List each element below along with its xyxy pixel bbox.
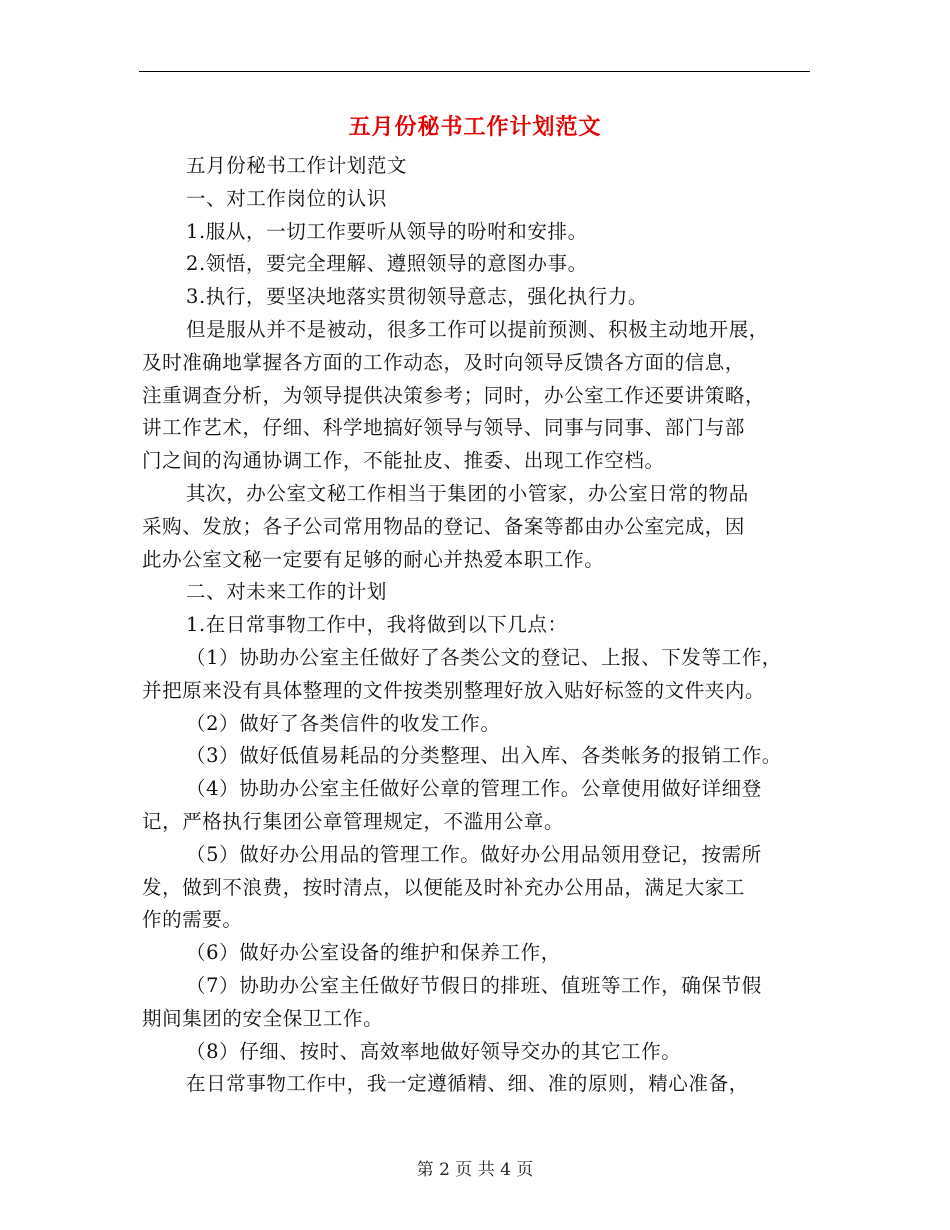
paragraph-line: （2）做好了各类信件的收发工作。 [186,711,501,735]
paragraph-line: 注重调查分析，为领导提供决策参考；同时，办公室工作还要讲策略， [142,383,766,407]
paragraph-line: 此办公室文秘一定要有足够的耐心并热爱本职工作。 [142,547,605,571]
page-footer: 第 2 页 共 4 页 [416,1160,534,1180]
paragraph-line: 采购、发放；各子公司常用物品的登记、备案等都由办公室完成，因 [142,514,746,538]
paragraph-line: 一、对工作岗位的认识 [186,186,388,210]
paragraph-line: （4）协助办公室主任做好公章的管理工作。公章使用做好详细登 [186,777,762,801]
paragraph-line: 但是服从并不是被动，很多工作可以提前预测、积极主动地开展， [186,317,769,341]
paragraph-line: 并把原来没有具体整理的文件按类别整理好放入贴好标签的文件夹内。 [142,678,766,702]
paragraph-line: （5）做好办公用品的管理工作。做好办公用品领用登记，按需所 [186,842,762,866]
paragraph-line: 其次，办公室文秘工作相当于集团的小管家，办公室日常的物品 [186,481,749,505]
paragraph-line: （1）协助办公室主任做好了各类公文的登记、上报、下发等工作， [186,645,782,669]
paragraph-line: 3.执行，要坚决地落实贯彻领导意志，强化执行力。 [186,285,649,309]
document-title: 五月份秘书工作计划范文 [348,114,602,140]
document-body [142,150,810,1101]
paragraph-line: 1.服从，一切工作要听从领导的吩咐和安排。 [186,219,588,243]
paragraph-line: 五月份秘书工作计划范文 [186,154,408,177]
paragraph-line: （6）做好办公室设备的维护和保养工作， [186,941,561,965]
paragraph-line: 在日常事物工作中，我一定遵循精、细、准的原则，精心准备， [186,1072,749,1096]
paragraph-line: 及时准确地掌握各方面的工作动态，及时向领导反馈各方面的信息， [142,350,746,374]
paragraph-line: 记，严格执行集团公章管理规定，不滥用公章。 [142,809,565,833]
paragraph-line: （8）仔细、按时、高效率地做好领导交办的其它工作。 [186,1039,682,1063]
paragraph-line: 二、对未来工作的计划 [186,580,388,604]
paragraph-line: 1.在日常事物工作中，我将做到以下几点： [186,613,568,637]
paragraph-line: （3）做好低值易耗品的分类整理、出入库、各类帐务的报销工作。 [186,744,782,768]
paragraph-line: 作的需要。 [142,908,243,932]
paragraph-line: 发，做到不浪费，按时清点，以便能及时补充办公用品，满足大家工 [142,875,746,899]
paragraph-line: 门之间的沟通协调工作，不能扯皮、推委、出现工作空档。 [142,449,665,473]
header-rule [139,71,810,72]
paragraph-line: 讲工作艺术，仔细、科学地搞好领导与领导、同事与同事、部门与部 [142,416,746,440]
paragraph-line: （7）协助办公室主任做好节假日的排班、值班等工作，确保节假 [186,973,762,997]
paragraph-line: 期间集团的安全保卫工作。 [142,1006,384,1030]
paragraph-line: 2.领悟，要完全理解、遵照领导的意图办事。 [186,252,588,276]
